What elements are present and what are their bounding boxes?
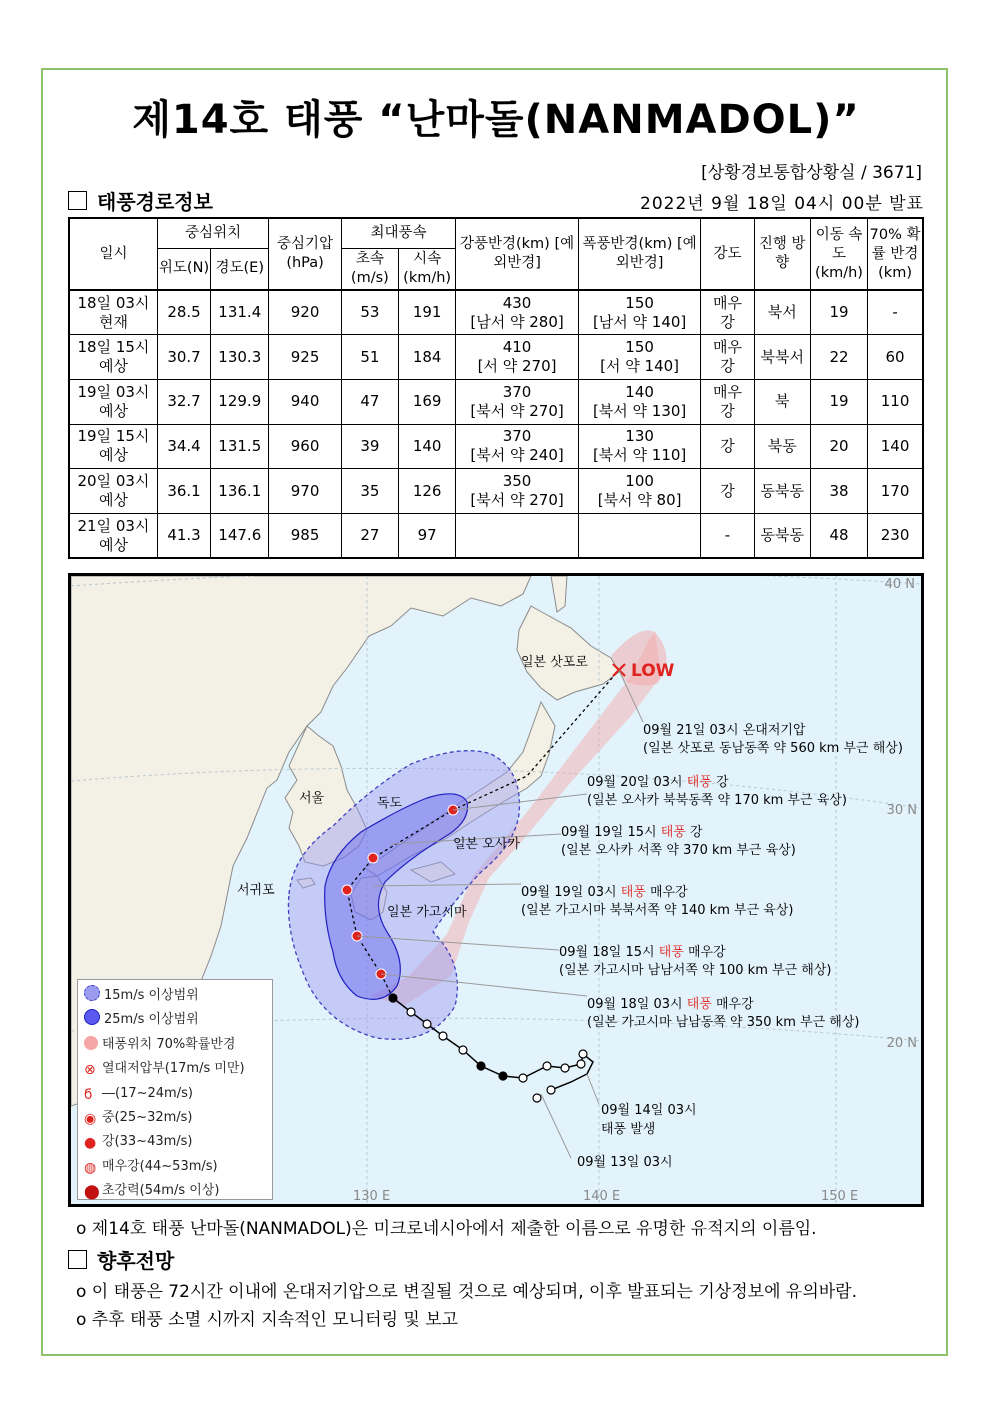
- cell-lat-text: 34.4: [167, 436, 201, 455]
- col-pressure: 중심기압 (hPa): [269, 218, 341, 290]
- cell-strong-radius-text: [서 약 270]: [477, 357, 557, 376]
- legend-15ms-icon: [84, 985, 100, 1001]
- start-time: 09월 13일 03시: [577, 1155, 673, 1170]
- col-lon: 경도(E): [211, 248, 269, 290]
- cell-strong-radius-text: 430: [502, 293, 532, 312]
- cell-intensity: [701, 469, 754, 514]
- genesis-label: 태풍 발생: [601, 1122, 656, 1137]
- cell-strong-radius-text: [북서 약 270]: [470, 401, 564, 420]
- cell-prob-radius-text: -: [892, 303, 898, 322]
- cell-direction-text: 동북동: [760, 526, 804, 545]
- cell-ms-text: 39: [360, 436, 380, 455]
- cell-direction-text: 동북동: [760, 481, 804, 500]
- cell-intensity-text: 매우 강: [713, 382, 742, 420]
- cell-strong-radius-text: [북서 약 240]: [470, 446, 564, 465]
- cell-kmh-text: 184: [412, 347, 442, 366]
- cell-pressure: [269, 335, 341, 380]
- cell-ms: [341, 469, 398, 514]
- cell-speed: [810, 424, 867, 469]
- cell-lat-text: 41.3: [167, 526, 201, 545]
- cell-intensity: [701, 379, 754, 424]
- table-row: [69, 290, 923, 335]
- table-row: [69, 379, 923, 424]
- cell-ms-text: 53: [360, 303, 380, 322]
- col-prob-radius: 70% 확률 반경 (km): [868, 218, 923, 290]
- cell-pressure-text: 985: [290, 526, 320, 545]
- cell-ms: [341, 424, 398, 469]
- cell-storm-radius: [578, 379, 701, 424]
- low-label: LOW: [631, 661, 675, 681]
- place-seogwipo: 서귀포: [237, 883, 275, 898]
- note-name-origin: o 제14호 태풍 난마돌(NANMADOL)은 미크로네시아에서 제출한 이름으로 유명한 유적지의 이름임.: [76, 1219, 817, 1239]
- cell-strong-radius-text: 370: [502, 427, 532, 446]
- legend-25ms-icon: [84, 1009, 100, 1025]
- cell-prob-radius: [868, 513, 923, 558]
- cell-time: [69, 335, 157, 380]
- cell-direction-text: 북동: [767, 436, 797, 455]
- annotation-2: 09월 19일 15시 태풍 강 (일본 오사카 서쪽 약 370 km 부근 육상): [561, 825, 796, 858]
- cell-prob-radius: [868, 290, 923, 335]
- cell-lat-text: 36.1: [167, 481, 201, 500]
- legend-td: ⊗ 열대저압부(17m/s 미만): [84, 1061, 245, 1079]
- cell-speed-text: 19: [829, 392, 849, 411]
- note-outlook: o 이 태풍은 72시간 이내에 온대저기압으로 변질될 것으로 예상되며, 이후 발표되는 기상정보에 유의바람.: [76, 1282, 857, 1302]
- cell-lat: [157, 469, 210, 514]
- cell-strong-radius-text: 410: [502, 338, 532, 357]
- cell-speed-text: 19: [829, 303, 849, 322]
- cell-lon-text: 131.5: [218, 436, 262, 455]
- cell-direction: [754, 335, 810, 380]
- cell-kmh-text: 97: [417, 526, 437, 545]
- cell-prob-radius: [868, 424, 923, 469]
- table-row: [69, 335, 923, 380]
- col-ms: 초속 (m/s): [341, 248, 398, 290]
- cell-intensity-text: 강: [720, 436, 735, 455]
- cell-kmh: [399, 513, 456, 558]
- cell-kmh: [399, 424, 456, 469]
- table-row: [69, 513, 923, 558]
- cell-pressure-text: 940: [290, 392, 320, 411]
- cell-strong-radius-text: [북서 약 270]: [470, 491, 564, 510]
- legend-25ms: 25m/s 이상범위: [84, 1008, 272, 1032]
- typhoon-medium-icon: ◉: [84, 1111, 97, 1128]
- legend-strong: ● 강(33~43m/s): [84, 1134, 193, 1152]
- cell-storm-radius-text: 140: [625, 382, 654, 401]
- typhoon-weak-icon: ϭ: [84, 1086, 93, 1103]
- cell-storm-radius: [578, 513, 701, 558]
- cell-intensity: [701, 424, 754, 469]
- cell-kmh-text: 140: [412, 436, 442, 455]
- cell-speed-text: 48: [829, 526, 849, 545]
- typhoon-super-icon: ⬤: [84, 1184, 100, 1201]
- cell-kmh-text: 169: [412, 392, 442, 411]
- checkbox-icon: [68, 191, 87, 210]
- cell-prob-radius: [868, 469, 923, 514]
- cell-ms: [341, 379, 398, 424]
- cell-speed: [810, 513, 867, 558]
- grid-label-150e: 150 E: [821, 1189, 859, 1204]
- col-storm-radius: 폭풍반경(km) [예외반경]: [578, 218, 701, 290]
- place-osaka: 일본 오사카: [453, 837, 520, 852]
- cell-pressure-text: 920: [290, 303, 320, 322]
- cell-speed: [810, 290, 867, 335]
- cell-speed: [810, 335, 867, 380]
- cell-kmh-text: 126: [412, 481, 442, 500]
- cell-lon: [211, 424, 269, 469]
- cell-speed-text: 22: [829, 347, 849, 366]
- grid-label-30n: 30 N: [886, 803, 917, 818]
- cell-lon-text: 129.9: [218, 392, 262, 411]
- section-title: 태풍경로정보: [97, 190, 213, 214]
- cell-time-text: 예상: [98, 535, 128, 554]
- annotation-4: 09월 18일 15시 태풍 매우강 (일본 가고시마 남남서쪽 약 100 km 부근 해상): [559, 945, 832, 978]
- cell-strong-radius: [456, 424, 579, 469]
- cell-lon-text: 147.6: [218, 526, 262, 545]
- cell-time: [69, 469, 157, 514]
- cell-time: [69, 424, 157, 469]
- map-legend: [77, 979, 273, 1200]
- section-track-info: [68, 186, 213, 215]
- cell-strong-radius: [456, 513, 579, 558]
- annotation-5: 09월 18일 03시 태풍 매우강 (일본 가고시마 남남동쪽 약 350 km 부근 해상): [587, 997, 860, 1030]
- cell-time-text: 예상: [98, 401, 128, 420]
- cell-prob-radius-text: 140: [880, 436, 910, 455]
- cell-strong-radius: [456, 469, 579, 514]
- cell-ms-text: 47: [360, 392, 380, 411]
- genesis-time: 09월 14일 03시: [601, 1103, 697, 1118]
- cell-prob-radius-text: 170: [880, 481, 910, 500]
- cell-storm-radius: [578, 424, 701, 469]
- cell-ms: [341, 290, 398, 335]
- col-direction: 진행 방향: [754, 218, 810, 290]
- note-monitoring: o 추후 태풍 소멸 시까지 지속적인 모니터링 및 보고: [76, 1310, 459, 1330]
- col-kmh: 시속 (km/h): [399, 248, 456, 290]
- cell-storm-radius-text: 130: [625, 427, 654, 446]
- annotation-1: 09월 20일 03시 태풍 강 (일본 오사카 북북동쪽 약 170 km 부근 육상): [587, 775, 847, 808]
- cell-kmh: [399, 379, 456, 424]
- cell-lon: [211, 335, 269, 380]
- cell-intensity: [701, 513, 754, 558]
- page-title: 제14호 태풍 “난마돌(NANMADOL)”: [132, 97, 860, 143]
- cell-intensity-text: -: [724, 526, 731, 545]
- cell-storm-radius-text: 100: [625, 472, 654, 491]
- checkbox-icon: [68, 1250, 87, 1269]
- cell-time-text: 20일 03시: [77, 472, 150, 491]
- cell-storm-radius: [578, 290, 701, 335]
- cell-time: [69, 379, 157, 424]
- grid-label-140e: 140 E: [583, 1189, 621, 1204]
- cell-ms-text: 27: [360, 526, 380, 545]
- cell-time: [69, 513, 157, 558]
- cell-lon: [211, 290, 269, 335]
- cell-storm-radius-text: [남서 약 140]: [592, 312, 687, 331]
- legend-weak: ϭ ―(17~24m/s): [84, 1085, 193, 1103]
- cell-time-text: 예상: [98, 357, 128, 376]
- cell-lat-text: 32.7: [167, 392, 201, 411]
- cell-lon: [211, 379, 269, 424]
- cell-ms-text: 51: [360, 347, 380, 366]
- cell-lat: [157, 513, 210, 558]
- place-seoul: 서울: [299, 791, 325, 806]
- cell-prob-radius: [868, 379, 923, 424]
- cell-intensity: [701, 290, 754, 335]
- cell-prob-radius-text: 230: [880, 526, 910, 545]
- cell-time-text: 18일 03시: [77, 293, 150, 312]
- cell-direction-text: 북: [775, 392, 790, 411]
- cell-strong-radius: [456, 290, 579, 335]
- legend-15ms: 15m/s 이상범위: [84, 984, 272, 1008]
- cell-storm-radius-text: 150: [625, 293, 654, 312]
- annotation-3: 09월 19일 03시 태풍 매우강 (일본 가고시마 북북서쪽 약 140 km 부근 육상): [521, 885, 794, 918]
- col-intensity: 강도: [701, 218, 754, 290]
- typhoon-strong-icon: ●: [84, 1135, 97, 1152]
- cell-direction: [754, 379, 810, 424]
- hokkaido-land: [517, 606, 619, 700]
- sakhalin-land: [551, 576, 567, 612]
- cell-strong-radius-text: [남서 약 280]: [470, 312, 564, 331]
- cell-pressure-text: 925: [290, 347, 320, 366]
- legend-very-strong: ◍ 매우강(44~53m/s): [84, 1158, 218, 1176]
- col-strong-radius: 강풍반경(km) [예외반경]: [456, 218, 579, 290]
- cell-storm-radius-text: [북서 약 80]: [597, 491, 682, 510]
- cell-speed: [810, 379, 867, 424]
- cell-direction-text: 북북서: [760, 347, 804, 366]
- cell-time-text: 19일 15시: [77, 427, 150, 446]
- table-row: [69, 424, 923, 469]
- cell-prob-radius-text: 60: [885, 347, 905, 366]
- cell-time-text: 21일 03시: [77, 516, 150, 535]
- cell-lon-text: 130.3: [218, 347, 262, 366]
- cell-lon: [211, 469, 269, 514]
- legend-prob: 태풍위치 70%확률반경: [84, 1033, 272, 1057]
- cell-intensity-text: 매우 강: [713, 293, 742, 331]
- legend-super: ⬤ 초강력(54m/s 이상): [84, 1183, 220, 1201]
- cell-lat-text: 30.7: [167, 347, 201, 366]
- cell-direction-text: 북서: [767, 303, 797, 322]
- td-icon: ⊗: [84, 1062, 96, 1079]
- cell-prob-radius-text: 110: [880, 392, 910, 411]
- cell-time-text: 현재: [98, 312, 128, 331]
- cell-lat-text: 28.5: [167, 303, 201, 322]
- cell-kmh-text: 191: [412, 303, 442, 322]
- cell-intensity-text: 매우 강: [713, 338, 742, 376]
- section-title: 향후전망: [97, 1249, 175, 1273]
- typhoon-track-map: [68, 573, 924, 1207]
- cell-kmh: [399, 469, 456, 514]
- cell-lat: [157, 379, 210, 424]
- grid-label-20n: 20 N: [886, 1036, 917, 1051]
- cell-lon: [211, 513, 269, 558]
- col-lat: 위도(N): [157, 248, 210, 290]
- cell-lat: [157, 290, 210, 335]
- cell-strong-radius-text: 350: [502, 472, 532, 491]
- cell-lon-text: 131.4: [218, 303, 262, 322]
- annotation-0: 09월 21일 03시 온대저기압 (일본 삿포로 동남동쪽 약 560 km 부근 해상): [643, 723, 903, 756]
- cell-ms: [341, 335, 398, 380]
- cell-storm-radius-text: [북서 약 130]: [592, 401, 687, 420]
- cell-storm-radius-text: [북서 약 110]: [592, 446, 687, 465]
- cell-speed-text: 38: [829, 481, 849, 500]
- table-row: [69, 469, 923, 514]
- cell-lat: [157, 424, 210, 469]
- col-speed: 이동 속도 (km/h): [810, 218, 867, 290]
- cell-speed-text: 20: [829, 436, 849, 455]
- grid-label-130e: 130 E: [353, 1189, 391, 1204]
- cell-time: [69, 290, 157, 335]
- cell-intensity: [701, 335, 754, 380]
- cell-pressure-text: 960: [290, 436, 320, 455]
- grid-label-40n: 40 N: [884, 577, 915, 592]
- cell-storm-radius: [578, 335, 701, 380]
- cell-pressure: [269, 424, 341, 469]
- cell-lat: [157, 335, 210, 380]
- cell-direction: [754, 513, 810, 558]
- col-time: 일시: [69, 218, 157, 290]
- cell-storm-radius: [578, 469, 701, 514]
- cell-time-text: 18일 15시: [77, 338, 150, 357]
- cell-speed: [810, 469, 867, 514]
- cell-direction: [754, 290, 810, 335]
- col-center: 중심위치: [157, 218, 269, 248]
- place-sapporo: 일본 삿포로: [521, 655, 588, 670]
- issued-time: 2022년 9월 18일 04시 00분 발표: [640, 194, 924, 214]
- cell-direction: [754, 424, 810, 469]
- office-label: [상황경보통합상황실 / 3671]: [701, 163, 922, 183]
- place-dokdo: 독도: [377, 796, 403, 811]
- cell-pressure: [269, 290, 341, 335]
- cell-prob-radius: [868, 335, 923, 380]
- cell-pressure-text: 970: [290, 481, 320, 500]
- cell-time-text: 19일 03시: [77, 382, 150, 401]
- cell-time-text: 예상: [98, 446, 128, 465]
- cell-storm-radius-text: 150: [625, 338, 654, 357]
- cell-time-text: 예상: [98, 491, 128, 510]
- cell-intensity-text: 강: [720, 481, 735, 500]
- cell-pressure: [269, 379, 341, 424]
- cell-strong-radius: [456, 379, 579, 424]
- cell-pressure: [269, 513, 341, 558]
- cell-ms-text: 35: [360, 481, 380, 500]
- cell-direction: [754, 469, 810, 514]
- section-outlook: [68, 1245, 174, 1274]
- cell-storm-radius-text: [서 약 140]: [600, 357, 680, 376]
- typhoon-very-strong-icon: ◍: [84, 1159, 97, 1176]
- cell-strong-radius: [456, 335, 579, 380]
- cell-lon-text: 136.1: [218, 481, 262, 500]
- col-maxwind: 최대풍속: [341, 218, 456, 248]
- place-kagoshima: 일본 가고시마: [387, 905, 467, 920]
- legend-medium: ◉ 중(25~32m/s): [84, 1110, 193, 1128]
- cell-strong-radius-text: 370: [502, 382, 532, 401]
- track-table: [68, 217, 924, 559]
- cell-pressure: [269, 469, 341, 514]
- cell-kmh: [399, 290, 456, 335]
- cell-kmh: [399, 335, 456, 380]
- cell-ms: [341, 513, 398, 558]
- legend-prob-icon: [84, 1036, 98, 1050]
